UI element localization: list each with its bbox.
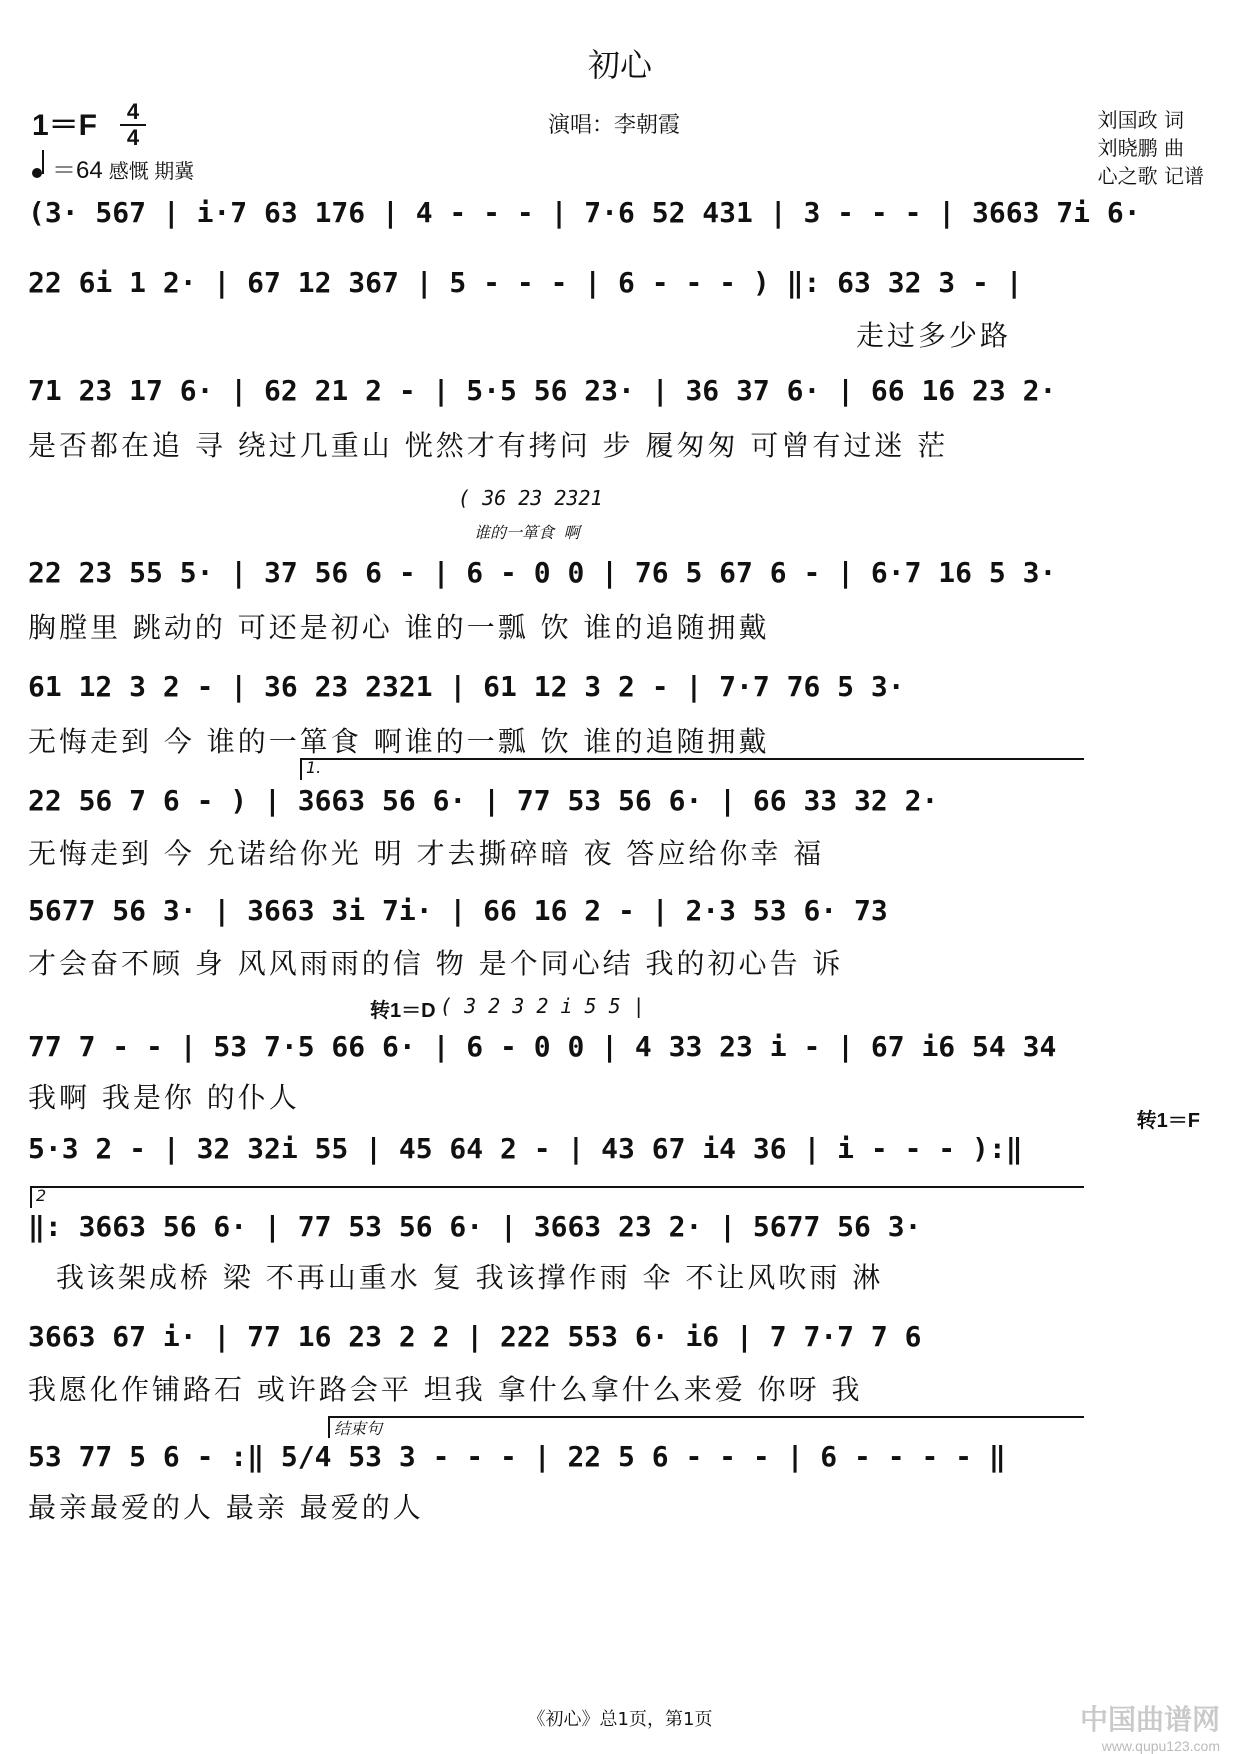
volta-2-label: 2 [36, 1186, 47, 1205]
lyrics-line-10: 我该架成桥 梁 不再山重水 复 我该撑作雨 伞 不让风吹雨 淋 [56, 1261, 884, 1294]
lyrics-line-4: 胸膛里 跳动的 可还是初心 谁的一瓢 饮 谁的追随拥戴 [28, 611, 770, 644]
tempo-value: ＝64 [52, 157, 103, 184]
underline-rule [28, 240, 1212, 242]
modulation-cue-notes: ( 3 2 3 2 i 5 5 | [440, 994, 645, 1018]
cue-lyrics: 谁的一箪食 啊 [474, 523, 580, 542]
lyrics-line-11: 我愿化作铺路石 或许路会平 坦我 拿什么拿什么来爱 你呀 我 [28, 1373, 863, 1406]
score-system-7: 5677 56 3· | 3663 3i 7i· | 66 16 2 - | 2·3 53 6· 73 [28, 894, 888, 927]
time-signature-bottom: 4 [126, 125, 140, 150]
score-system-1: (3· 567 | i·7 63 176 | 4 - - - | 7·6 52 431 | 3 - - - | 3663 7i 6· [28, 196, 1141, 229]
transcriber-credit: 心之歌 记谱 [1097, 164, 1204, 188]
score-system-12: 53 77 5 6 - :‖ 5/4 53 3 - - - | 22 5 6 - - - | 6 - - - - ‖ [28, 1440, 1006, 1473]
key-signature: 1＝F [32, 109, 98, 142]
score-system-5: 61 12 3 2 - | 36 23 2321 | 61 12 3 2 - | 7·7 76 5 3· [28, 670, 905, 703]
mood-text: 感慨 期冀 [108, 161, 195, 183]
modulation-label-f: 转1＝F [1136, 1110, 1200, 1132]
lyrics-line-12: 最亲最爱的人 最亲 最爱的人 [28, 1491, 424, 1524]
lyrics-line-8: 我啊 我是你 的仆人 [28, 1081, 300, 1114]
score-system-9: 5·3 2 - | 32 32i 55 | 45 64 2 - | 43 67 i4 36 | i - - - ):‖ [28, 1132, 1023, 1165]
time-signature-top: 4 [126, 99, 140, 124]
score-system-6: 22 56 7 6 - ) | 3663 56 6· | 77 53 56 6· | 66 33 32 2· [28, 784, 939, 817]
score-system-3: 71 23 17 6· | 62 21 2 - | 5·5 56 23· | 36 37 6· | 66 16 23 2· [28, 374, 1057, 407]
tempo-marking [32, 150, 194, 185]
composer-credit: 刘晓鹏 曲 [1097, 136, 1184, 160]
volta-bracket-1 [300, 758, 1084, 780]
lyrics-line-3: 是否都在追 寻 绕过几重山 恍然才有拷问 步 履匆匆 可曾有过迷 茫 [28, 429, 949, 462]
lyrics-line-7: 才会奋不顾 身 风风雨雨的信 物 是个同心结 我的初心告 诉 [28, 947, 844, 980]
lyrics-line-6: 无悔走到 今 允诺给你光 明 才去撕碎暗 夜 答应给你幸 福 [28, 837, 825, 870]
volta-bracket-2 [30, 1186, 1084, 1208]
watermark-name: 中国曲谱网 [1079, 1704, 1220, 1735]
song-title: 初心 [587, 46, 652, 84]
score-system-2: 22 6i 1 2· | 67 12 367 | 5 - - - | 6 - - - ) ‖: 63 32 3 - | [28, 266, 1023, 299]
credits-block [1098, 106, 1204, 190]
cue-notes: ( 36 23 2321 [458, 486, 603, 510]
modulation-label-d: 转1＝D [370, 1000, 436, 1022]
ending-bracket [328, 1416, 1084, 1438]
watermark-url: www.qupu123.com [1101, 1738, 1220, 1754]
site-watermark [1080, 1698, 1220, 1754]
singer-credit: 演唱：李朝霞 [548, 113, 681, 138]
page-footer: 《初心》总1页，第1页 [527, 1709, 713, 1730]
lyricist-credit: 刘国政 词 [1097, 108, 1184, 132]
score-system-4: 22 23 55 5· | 37 56 6 - | 6 - 0 0 | 76 5 67 6 - | 6·7 16 5 3· [28, 556, 1057, 589]
score-system-11: 3663 67 i· | 77 16 23 2 2 | 222 553 6· i6 | 7 7·7 7 6 [28, 1320, 922, 1353]
lyrics-line-5: 无悔走到 今 谁的一箪食 啊谁的一瓢 饮 谁的追随拥戴 [28, 725, 770, 758]
time-signature [120, 100, 146, 150]
lyrics-line-2: 走过多少路 [856, 319, 1012, 352]
ending-label: 结束句 [334, 1419, 383, 1438]
score-system-8: 77 7 - - | 53 7·5 66 6· | 6 - 0 0 | 4 33 23 i - | 67 i6 54 34 [28, 1030, 1057, 1063]
score-system-10: ‖: 3663 56 6· | 77 53 56 6· | 3663 23 2· | 5677 56 3· [28, 1210, 922, 1243]
quarter-note-icon [32, 168, 42, 178]
volta-1-label: 1. [306, 758, 322, 777]
